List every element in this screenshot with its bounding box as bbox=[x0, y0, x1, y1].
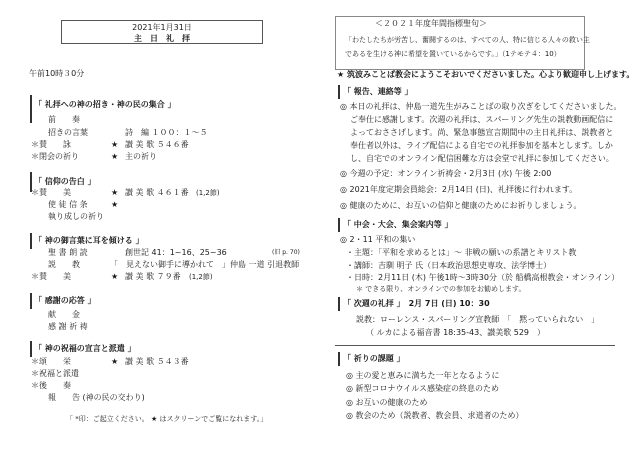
section-heading-word: 「 神の御言葉に耳を傾ける 」 bbox=[34, 236, 144, 245]
section-bar bbox=[30, 293, 32, 309]
section-bar bbox=[30, 341, 32, 357]
order-offering: 献 金 bbox=[48, 310, 80, 319]
verse-line-2: であるを生ける神に希望を置いているからです。」（1テモテ４：10） bbox=[345, 50, 561, 58]
meeting-title: ◎ 2・11 平和の集い bbox=[340, 235, 416, 244]
order-doxology-value: 讃 美 歌 ５４６番 bbox=[125, 140, 189, 149]
announcement-line: よっておささげします。尚、緊急事態宣言期間中の主日礼拝は、説教者と bbox=[350, 128, 614, 137]
date-title-box bbox=[61, 20, 263, 44]
order-announcements: 報 告 (神の民の交わり) bbox=[48, 393, 145, 402]
prayer-item: ◎ 主の愛と恵みに満ちた一年となるように bbox=[346, 371, 500, 380]
section-heading-confession: 「 信仰の告白 」 bbox=[34, 177, 96, 186]
divider bbox=[335, 345, 615, 346]
screen-star-icon: ★ bbox=[111, 272, 119, 281]
section-heading-blessing: 「 神の祝福の宣言と派遣 」 bbox=[34, 344, 136, 353]
section-bar bbox=[30, 233, 32, 249]
screen-star-icon: ★ bbox=[111, 152, 119, 161]
order-hymn-value: 讃 美 歌 ４６１番 bbox=[125, 188, 189, 197]
announcement-line: し、自宅でのオンライン配信困難な方は会堂で礼拝に参加してください。 bbox=[350, 154, 614, 163]
prayer-heading: 「 祈りの課題 」 bbox=[343, 354, 405, 363]
order-reading-label: 聖 書 朗 読 bbox=[48, 248, 88, 257]
order-sermon-label: 説 教 bbox=[48, 260, 80, 269]
order-creed-label: 使 徒 信 条 bbox=[48, 200, 88, 209]
announcement-line: ご奉仕に感謝します。次週の礼拝は、スパーリング先生の説教動画配信に bbox=[350, 115, 614, 124]
order-sermon-title: 「 見えない御手に導かれて 」 bbox=[110, 260, 230, 269]
announcements-heading: 「 報告、連絡等 」 bbox=[343, 87, 413, 96]
screen-star-icon: ★ bbox=[111, 200, 119, 209]
section-bar bbox=[338, 297, 340, 311]
welcome-message: ★ 筑波みことば教会にようこそおいでくださいました。心より歓迎申し上げます。 bbox=[337, 70, 635, 79]
section-bar bbox=[338, 352, 340, 366]
order-sermon-preacher: 仲島 一道 引退教師 bbox=[230, 260, 300, 269]
screen-star-icon: ★ bbox=[111, 140, 119, 149]
order-gloria-label: ＊頌 栄 bbox=[31, 357, 71, 366]
next-service-scripture: （ ルカによる福音書 18:35-43、讃美歌 529 ） bbox=[366, 328, 546, 337]
order-hymn2-value: 讃 美 歌 ７９番 bbox=[125, 272, 181, 281]
order-intercession: 執り成しの祈り bbox=[48, 212, 104, 221]
announcement-line: 奉仕者以外は、ライブ配信による自宅での礼拝参加を基本とします。しか bbox=[350, 141, 613, 150]
order-hymn2-label: ＊賛 美 bbox=[31, 272, 71, 281]
order-gloria-value: 讃 美 歌 ５４３番 bbox=[125, 357, 189, 366]
screen-star-icon: ★ bbox=[111, 188, 119, 197]
meeting-note: ＊ できる限り、オンラインでの参加をお勧めします。 bbox=[356, 285, 526, 293]
verse-heading: ＜２０２１年度年間指標聖句＞ bbox=[375, 19, 487, 28]
announcement-prayer: ◎ 健康のために、お互いの信仰と健康のためにお祈りしましょう。 bbox=[340, 201, 582, 210]
announcement-meeting: ◎ 2021年度定期会員総会：2月14日 (日)、礼拝後に行われます。 bbox=[340, 185, 578, 194]
meeting-datetime: ・日時：2月11日 (木) 午後1時～3時30分（於 船橋高根教会・オンライン） bbox=[346, 273, 620, 282]
prayer-item: ◎ 教会のため（説教者、教会員、求道者のため） bbox=[346, 411, 524, 420]
order-thanks-prayer: 感 謝 祈 祷 bbox=[48, 322, 88, 331]
next-service-sermon: 説教：ローレンス・スパーリング宣教師 「 黙っていられない 」 bbox=[356, 315, 600, 324]
meeting-theme: ・主題：「平和を求めるとは」～ 非戦の願いの系譜とキリスト教 bbox=[346, 248, 577, 257]
service-title: 主 日 礼 拝 bbox=[134, 34, 190, 43]
order-hymn-label: ＊賛 美 bbox=[31, 188, 71, 197]
announcement-schedule: ◎ 今週の予定：オンライン祈祷会・2月3日 (水) 午後 2:00 bbox=[340, 169, 552, 178]
verse-line-1: 「わたしたちが労苦し、奮闘するのは、すべての人、特に信じる人々の救い主 bbox=[345, 36, 590, 44]
order-hymn-verses: (1,2節) bbox=[196, 189, 220, 197]
prayer-item: ◎ 新型コロナウイルス感染症の終息のため bbox=[346, 384, 500, 393]
order-hymn2-verses: (1,2節) bbox=[189, 273, 213, 281]
announcement-line: ◎ 本日の礼拝は、仲島一道先生がみことばの取り次ぎをしてくださいました。 bbox=[340, 102, 622, 111]
section-bar bbox=[338, 218, 340, 232]
screen-star-icon: ★ bbox=[111, 357, 119, 366]
service-time: 午前10時３0分 bbox=[29, 69, 85, 78]
order-postlude: ＊後 奏 bbox=[31, 381, 71, 390]
prayer-item: ◎ お互いの健康のため bbox=[346, 398, 428, 407]
section-heading-response: 「 感謝の応答 」 bbox=[34, 296, 96, 305]
order-call-value: 詩 編 １００：１～５ bbox=[125, 128, 208, 137]
order-doxology-label: ＊賛 詠 bbox=[31, 140, 71, 149]
order-benediction: ＊祝福と派遣 bbox=[31, 369, 79, 378]
order-reading-page: (旧 p. 70) bbox=[272, 249, 300, 256]
order-prelude: 前 奏 bbox=[48, 115, 80, 124]
section-bar bbox=[30, 95, 32, 123]
order-reading-value: 創世記 41：1~16、25~36 bbox=[125, 248, 227, 257]
section-bar bbox=[338, 85, 340, 99]
order-prayer-value: 主の祈り bbox=[125, 152, 157, 161]
service-date: 2021年1月31日 bbox=[132, 23, 192, 32]
section-heading-gathering: 「 礼拝への神の招き・神の民の集合 」 bbox=[34, 100, 176, 109]
legend-footnote: 「 *印：ご起立ください。 ★ はスクリーンでご覧になれます。」 bbox=[66, 415, 268, 423]
meeting-speaker: ・講師：吉馴 明子 氏（日本政治思想史専攻、法学博士） bbox=[346, 261, 552, 270]
meetings-heading: 「 中会・大会、集会案内等 」 bbox=[343, 220, 453, 229]
next-service-heading: 「 次週の礼拝 」 2月 7日 (日) 10：30 bbox=[343, 299, 490, 308]
order-call-label: 招きの言葉 bbox=[48, 128, 88, 137]
order-prayer-label: ＊閉会の祈り bbox=[31, 152, 79, 161]
